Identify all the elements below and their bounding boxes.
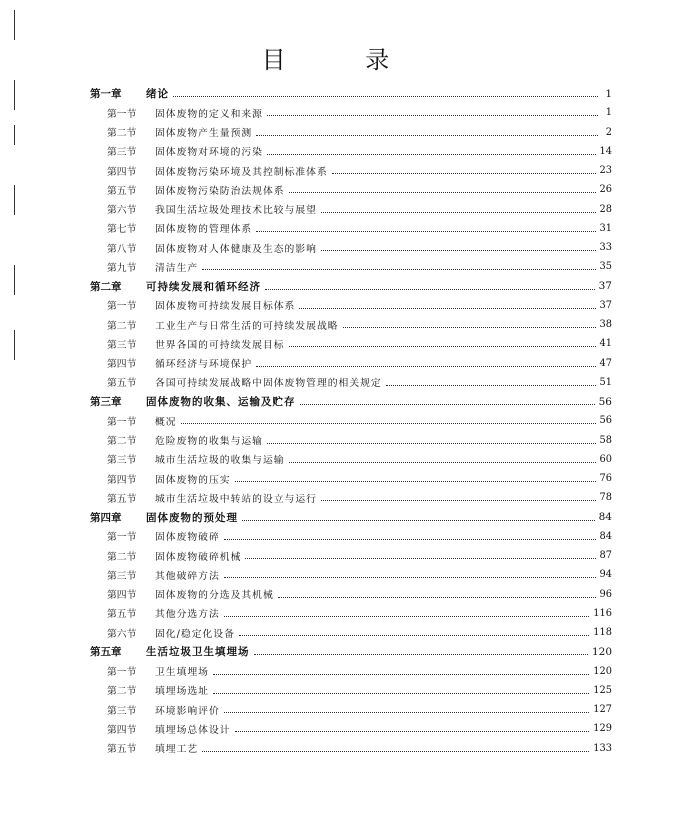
page-number: 23 xyxy=(599,165,612,177)
page-number: 26 xyxy=(599,184,612,196)
dot-leader xyxy=(267,443,596,444)
section-title: 固体废物污染防治法规体系 xyxy=(155,185,285,197)
chapter-title: 固体废物的收集、运输及贮存 xyxy=(146,396,296,409)
section-number: 第一节 xyxy=(107,667,137,679)
section-title: 环境影响评价 xyxy=(155,705,220,717)
chapter-number: 第五章 xyxy=(90,646,122,659)
dot-leader xyxy=(202,269,595,270)
section-number: 第五节 xyxy=(107,493,137,505)
left-margin-mark xyxy=(14,125,15,145)
toc-section-row[interactable] xyxy=(90,142,612,161)
toc-section-row[interactable] xyxy=(90,739,612,758)
dot-leader xyxy=(173,96,598,97)
dot-leader xyxy=(245,558,595,559)
chapter-number: 第一章 xyxy=(90,88,122,101)
section-number: 第一节 xyxy=(107,108,137,120)
section-title: 填埋场选址 xyxy=(155,686,209,698)
page-number: 1 xyxy=(605,107,612,119)
dot-leader xyxy=(265,289,595,290)
section-title: 工业生产与日常生活的可持续发展战略 xyxy=(155,320,339,332)
chapter-title: 绪论 xyxy=(146,88,169,101)
page-number: 51 xyxy=(599,376,612,388)
section-number: 第三节 xyxy=(107,147,137,159)
toc-section-row[interactable] xyxy=(90,604,612,623)
section-title: 危险废物的收集与运输 xyxy=(155,436,263,448)
section-number: 第八节 xyxy=(107,243,137,255)
chapter-title: 生活垃圾卫生填埋场 xyxy=(146,646,250,659)
dot-leader xyxy=(235,481,596,482)
toc-section-row[interactable] xyxy=(90,200,612,219)
dot-leader xyxy=(213,693,589,694)
dot-leader xyxy=(224,712,590,713)
section-number: 第四节 xyxy=(107,590,137,602)
page-number: 28 xyxy=(599,203,612,215)
toc-section-row[interactable] xyxy=(90,700,612,719)
section-number: 第三节 xyxy=(107,455,137,467)
chapter-number: 第三章 xyxy=(90,396,122,409)
page-number: 84 xyxy=(598,511,612,524)
toc-chapter-row[interactable] xyxy=(90,392,612,411)
page-number: 94 xyxy=(599,569,612,581)
page-number: 37 xyxy=(599,299,612,311)
dot-leader xyxy=(256,366,595,367)
chapter-title: 可持续发展和循环经济 xyxy=(146,280,261,293)
dot-leader xyxy=(256,231,595,232)
section-number: 第一节 xyxy=(107,416,137,428)
section-number: 第四节 xyxy=(107,474,137,486)
dot-leader xyxy=(289,192,596,193)
toc-section-row[interactable] xyxy=(90,411,612,430)
dot-leader xyxy=(213,674,589,675)
page-number: 37 xyxy=(598,280,612,293)
section-title: 其他破碎方法 xyxy=(155,570,220,582)
toc-section-row[interactable] xyxy=(90,354,612,373)
page-number: 14 xyxy=(599,145,612,157)
page-number: 78 xyxy=(599,492,612,504)
dot-leader xyxy=(321,212,596,213)
dot-leader xyxy=(299,308,595,309)
chapter-number: 第四章 xyxy=(90,511,122,524)
section-number: 第三节 xyxy=(107,570,137,582)
dot-leader xyxy=(267,154,596,155)
page-number: 35 xyxy=(599,261,612,273)
toc-section-row[interactable] xyxy=(90,719,612,738)
dot-leader xyxy=(343,327,596,328)
toc-section-row[interactable] xyxy=(90,431,612,450)
page-number: 33 xyxy=(599,242,612,254)
section-title: 世界各国的可持续发展目标 xyxy=(155,339,285,351)
toc-section-row[interactable] xyxy=(90,296,612,315)
toc-chapter-row[interactable] xyxy=(90,642,612,661)
section-title: 固体废物可持续发展目标体系 xyxy=(155,301,296,313)
section-number: 第二节 xyxy=(107,551,137,563)
toc-section-row[interactable] xyxy=(90,180,612,199)
section-number: 第四节 xyxy=(107,724,137,736)
toc-chapter-row[interactable] xyxy=(90,84,612,103)
page-title: 目 录 xyxy=(261,46,426,74)
toc-section-row[interactable] xyxy=(90,103,612,122)
section-title: 固体废物污染环境及其控制标准体系 xyxy=(155,166,328,178)
page-number: 120 xyxy=(591,645,612,658)
dot-leader xyxy=(386,385,596,386)
page-number: 56 xyxy=(599,415,612,427)
page-number: 1 xyxy=(605,87,612,100)
dot-leader xyxy=(278,597,596,598)
toc-section-row[interactable] xyxy=(90,238,612,257)
section-number: 第五节 xyxy=(107,744,137,756)
toc-section-row[interactable] xyxy=(90,527,612,546)
section-title: 填埋工艺 xyxy=(155,744,199,756)
section-number: 第四节 xyxy=(107,166,137,178)
toc-section-row[interactable] xyxy=(90,123,612,142)
toc-section-row[interactable] xyxy=(90,161,612,180)
page-number: 87 xyxy=(599,550,612,562)
page-number: 60 xyxy=(599,453,612,465)
left-margin-mark xyxy=(14,330,15,360)
section-title: 各国可持续发展战略中固体废物管理的相关规定 xyxy=(155,378,382,390)
dot-leader xyxy=(256,135,598,136)
dot-leader xyxy=(224,616,590,617)
toc-section-row[interactable] xyxy=(90,334,612,353)
table-of-contents xyxy=(90,84,612,758)
page-number: 47 xyxy=(599,357,612,369)
page-number: 125 xyxy=(593,684,612,696)
page-number: 129 xyxy=(593,723,612,735)
toc-section-row[interactable] xyxy=(90,623,612,642)
dot-leader xyxy=(224,539,596,540)
toc-section-row[interactable] xyxy=(90,662,612,681)
section-title: 其他分选方法 xyxy=(155,609,220,621)
toc-section-row[interactable] xyxy=(90,488,612,507)
left-margin-mark xyxy=(14,80,15,110)
dot-leader xyxy=(224,577,596,578)
dot-leader xyxy=(254,654,588,655)
page-number: 118 xyxy=(593,627,612,639)
page-number: 96 xyxy=(599,588,612,600)
toc-section-row[interactable] xyxy=(90,257,612,276)
section-title: 固体废物的定义和来源 xyxy=(155,108,263,120)
toc-section-row[interactable] xyxy=(90,450,612,469)
page-number: 2 xyxy=(605,126,612,138)
section-title: 固体废物破碎 xyxy=(155,532,220,544)
toc-chapter-row[interactable] xyxy=(90,508,612,527)
section-title: 循环经济与环境保护 xyxy=(155,359,253,371)
page-number: 133 xyxy=(593,742,612,754)
toc-section-row[interactable] xyxy=(90,565,612,584)
left-margin-mark xyxy=(14,265,15,295)
left-margin-mark xyxy=(14,10,15,40)
section-title: 概况 xyxy=(155,416,177,428)
section-number: 第一节 xyxy=(107,301,137,313)
toc-chapter-row[interactable] xyxy=(90,277,612,296)
page-number: 56 xyxy=(598,395,612,408)
section-title: 固体废物的压实 xyxy=(155,474,231,486)
toc-section-row[interactable] xyxy=(90,469,612,488)
left-margin-mark xyxy=(14,185,15,215)
page-number: 41 xyxy=(599,338,612,350)
dot-leader xyxy=(267,115,598,116)
section-title: 清洁生产 xyxy=(155,262,199,274)
section-number: 第一节 xyxy=(107,532,137,544)
dot-leader xyxy=(321,500,596,501)
section-title: 固体废物对人体健康及生态的影响 xyxy=(155,243,317,255)
dot-leader xyxy=(289,462,596,463)
section-title: 固体废物的管理体系 xyxy=(155,224,253,236)
section-number: 第六节 xyxy=(107,205,137,217)
toc-section-row[interactable] xyxy=(90,681,612,700)
dot-leader xyxy=(300,404,595,405)
section-title: 固体废物产生量预测 xyxy=(155,128,253,140)
section-number: 第五节 xyxy=(107,609,137,621)
chapter-title: 固体废物的预处理 xyxy=(146,511,238,524)
page-number: 84 xyxy=(599,530,612,542)
dot-leader xyxy=(235,731,590,732)
dot-leader xyxy=(239,635,589,636)
section-number: 第七节 xyxy=(107,224,137,236)
section-title: 卫生填埋场 xyxy=(155,667,209,679)
dot-leader xyxy=(181,423,596,424)
section-title: 我国生活垃圾处理技术比较与展望 xyxy=(155,205,317,217)
page-number: 31 xyxy=(599,222,612,234)
section-title: 填埋场总体设计 xyxy=(155,724,231,736)
section-number: 第三节 xyxy=(107,339,137,351)
section-number: 第九节 xyxy=(107,262,137,274)
dot-leader xyxy=(289,346,596,347)
section-number: 第六节 xyxy=(107,628,137,640)
dot-leader xyxy=(202,751,589,752)
section-title: 固体废物破碎机械 xyxy=(155,551,242,563)
toc-section-row[interactable] xyxy=(90,585,612,604)
toc-section-row[interactable] xyxy=(90,219,612,238)
dot-leader xyxy=(321,250,596,251)
section-number: 第三节 xyxy=(107,705,137,717)
section-number: 第五节 xyxy=(107,378,137,390)
section-number: 第二节 xyxy=(107,436,137,448)
toc-section-row[interactable] xyxy=(90,546,612,565)
section-number: 第二节 xyxy=(107,320,137,332)
section-title: 城市生活垃圾的收集与运输 xyxy=(155,455,285,467)
section-number: 第四节 xyxy=(107,359,137,371)
page-number: 76 xyxy=(599,473,612,485)
dot-leader xyxy=(332,173,596,174)
toc-section-row[interactable] xyxy=(90,373,612,392)
chapter-number: 第二章 xyxy=(90,280,122,293)
section-title: 固体废物对环境的污染 xyxy=(155,147,263,159)
section-number: 第二节 xyxy=(107,128,137,140)
page-number: 127 xyxy=(593,704,612,716)
page-number: 116 xyxy=(593,607,612,619)
section-number: 第二节 xyxy=(107,686,137,698)
page-number: 58 xyxy=(599,434,612,446)
page-number: 120 xyxy=(593,665,612,677)
toc-section-row[interactable] xyxy=(90,315,612,334)
section-title: 城市生活垃圾中转站的设立与运行 xyxy=(155,493,317,505)
section-number: 第五节 xyxy=(107,185,137,197)
section-title: 固化/稳定化设备 xyxy=(155,628,235,640)
dot-leader xyxy=(242,520,595,521)
section-title: 固体废物的分选及其机械 xyxy=(155,590,274,602)
page-number: 38 xyxy=(599,319,612,331)
